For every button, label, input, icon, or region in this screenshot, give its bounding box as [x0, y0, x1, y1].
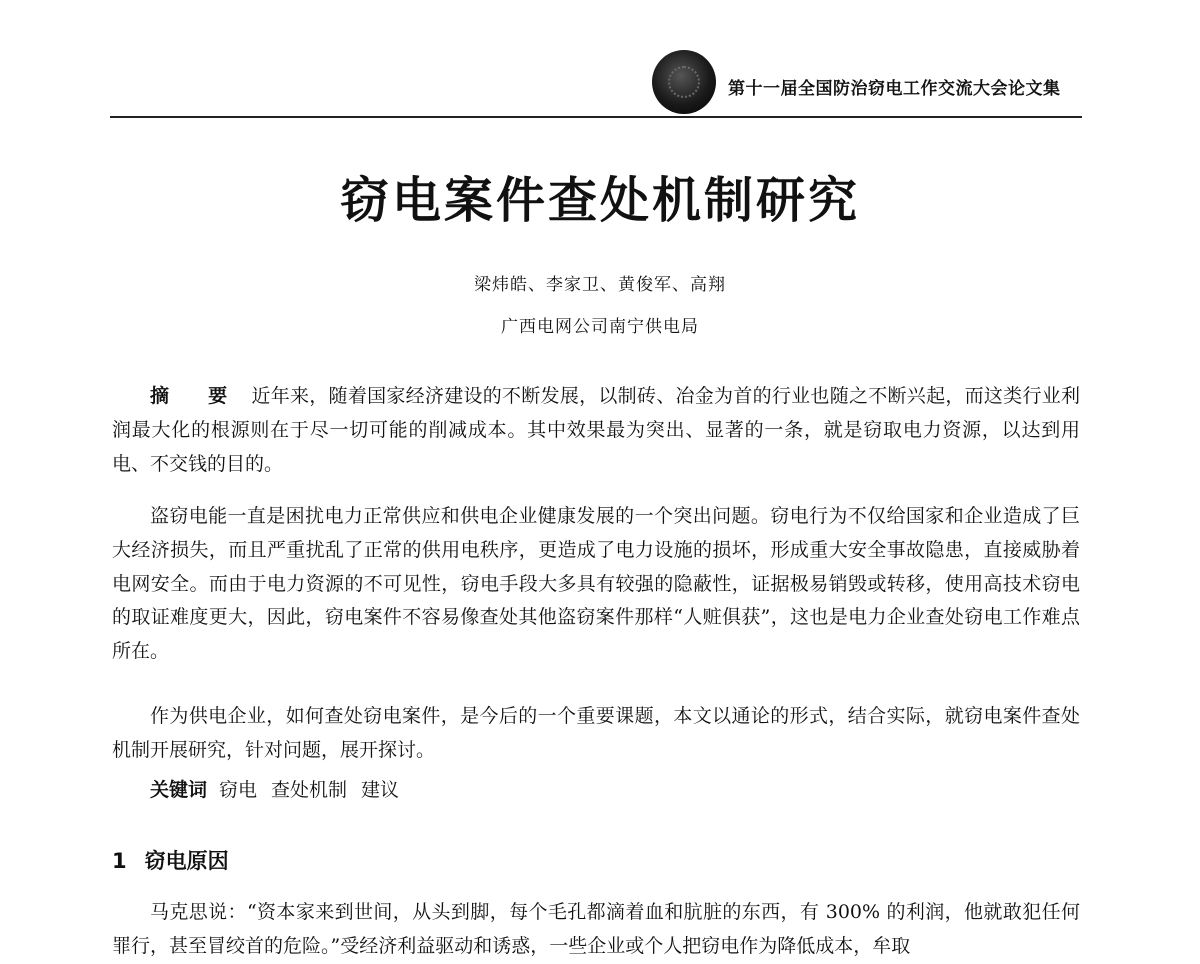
keywords-line — [112, 774, 1080, 808]
keyword: 建议 — [361, 779, 400, 801]
section-title: 窃电原因 — [144, 849, 229, 873]
keyword: 查处机制 — [271, 779, 348, 801]
abstract-paragraph — [112, 380, 1080, 481]
abstract-label: 摘 要 — [150, 385, 244, 407]
keywords-label: 关键词 — [150, 779, 208, 801]
paper-authors: 梁炜皓、李家卫、黄俊军、高翔 — [474, 275, 726, 295]
paper-title: 窃电案件查处机制研究 — [339, 172, 860, 229]
section-heading — [112, 845, 229, 875]
section-paragraph: 马克思说：“资本家来到世间，从头到脚，每个毛孔都滴着血和肮脏的东西，有 300% 的利润，他就敢犯任何罪行，甚至冒绞首的危险。”受经济利益驱动和诱惑，一些企业或个人把窃电作为降低成本，牟取 — [112, 901, 1080, 957]
section-number: 1 — [112, 849, 127, 873]
abstract-text: 近年来，随着国家经济建设的不断发展，以制砖、冶金为首的行业也随之不断兴起，而这类行业利润最大化的根源则在于尽一切可能的削减成本。其中效果最为突出、显著的一条，就是窃取电力资源，以达到用电、不交钱的目的。 — [112, 385, 1080, 475]
header-divider — [110, 116, 1082, 118]
keyword: 窃电 — [219, 779, 258, 801]
abstract-paragraph-3: 作为供电企业，如何查处窃电案件，是今后的一个重要课题，本文以通论的形式，结合实际，就窃电案件查处机制开展研究，针对问题，展开探讨。 — [112, 705, 1080, 761]
abstract-paragraph-2: 盗窃电能一直是困扰电力正常供应和供电企业健康发展的一个突出问题。窃电行为不仅给国家和企业造成了巨大经济损失，而且严重扰乱了正常的供用电秩序，更造成了电力设施的损坏，形成重大安全事故隐患，直接威胁着电网安全。而由于电力资源的不可见性，窃电手段大多具有较强的隐蔽性，证据极易销毁或转移，使用高技术窃电的取证难度更大，因此，窃电案件不容易像查处其他盗窃案件那样“人赃俱获”，这也是电力企业查处窃电工作难点所在。 — [112, 505, 1080, 663]
paper-affiliation: 广西电网公司南宁供电局 — [501, 317, 699, 337]
proceedings-logo-icon — [652, 50, 716, 114]
header-title: 第十一届全国防治窃电工作交流大会论文集 — [728, 79, 1061, 99]
